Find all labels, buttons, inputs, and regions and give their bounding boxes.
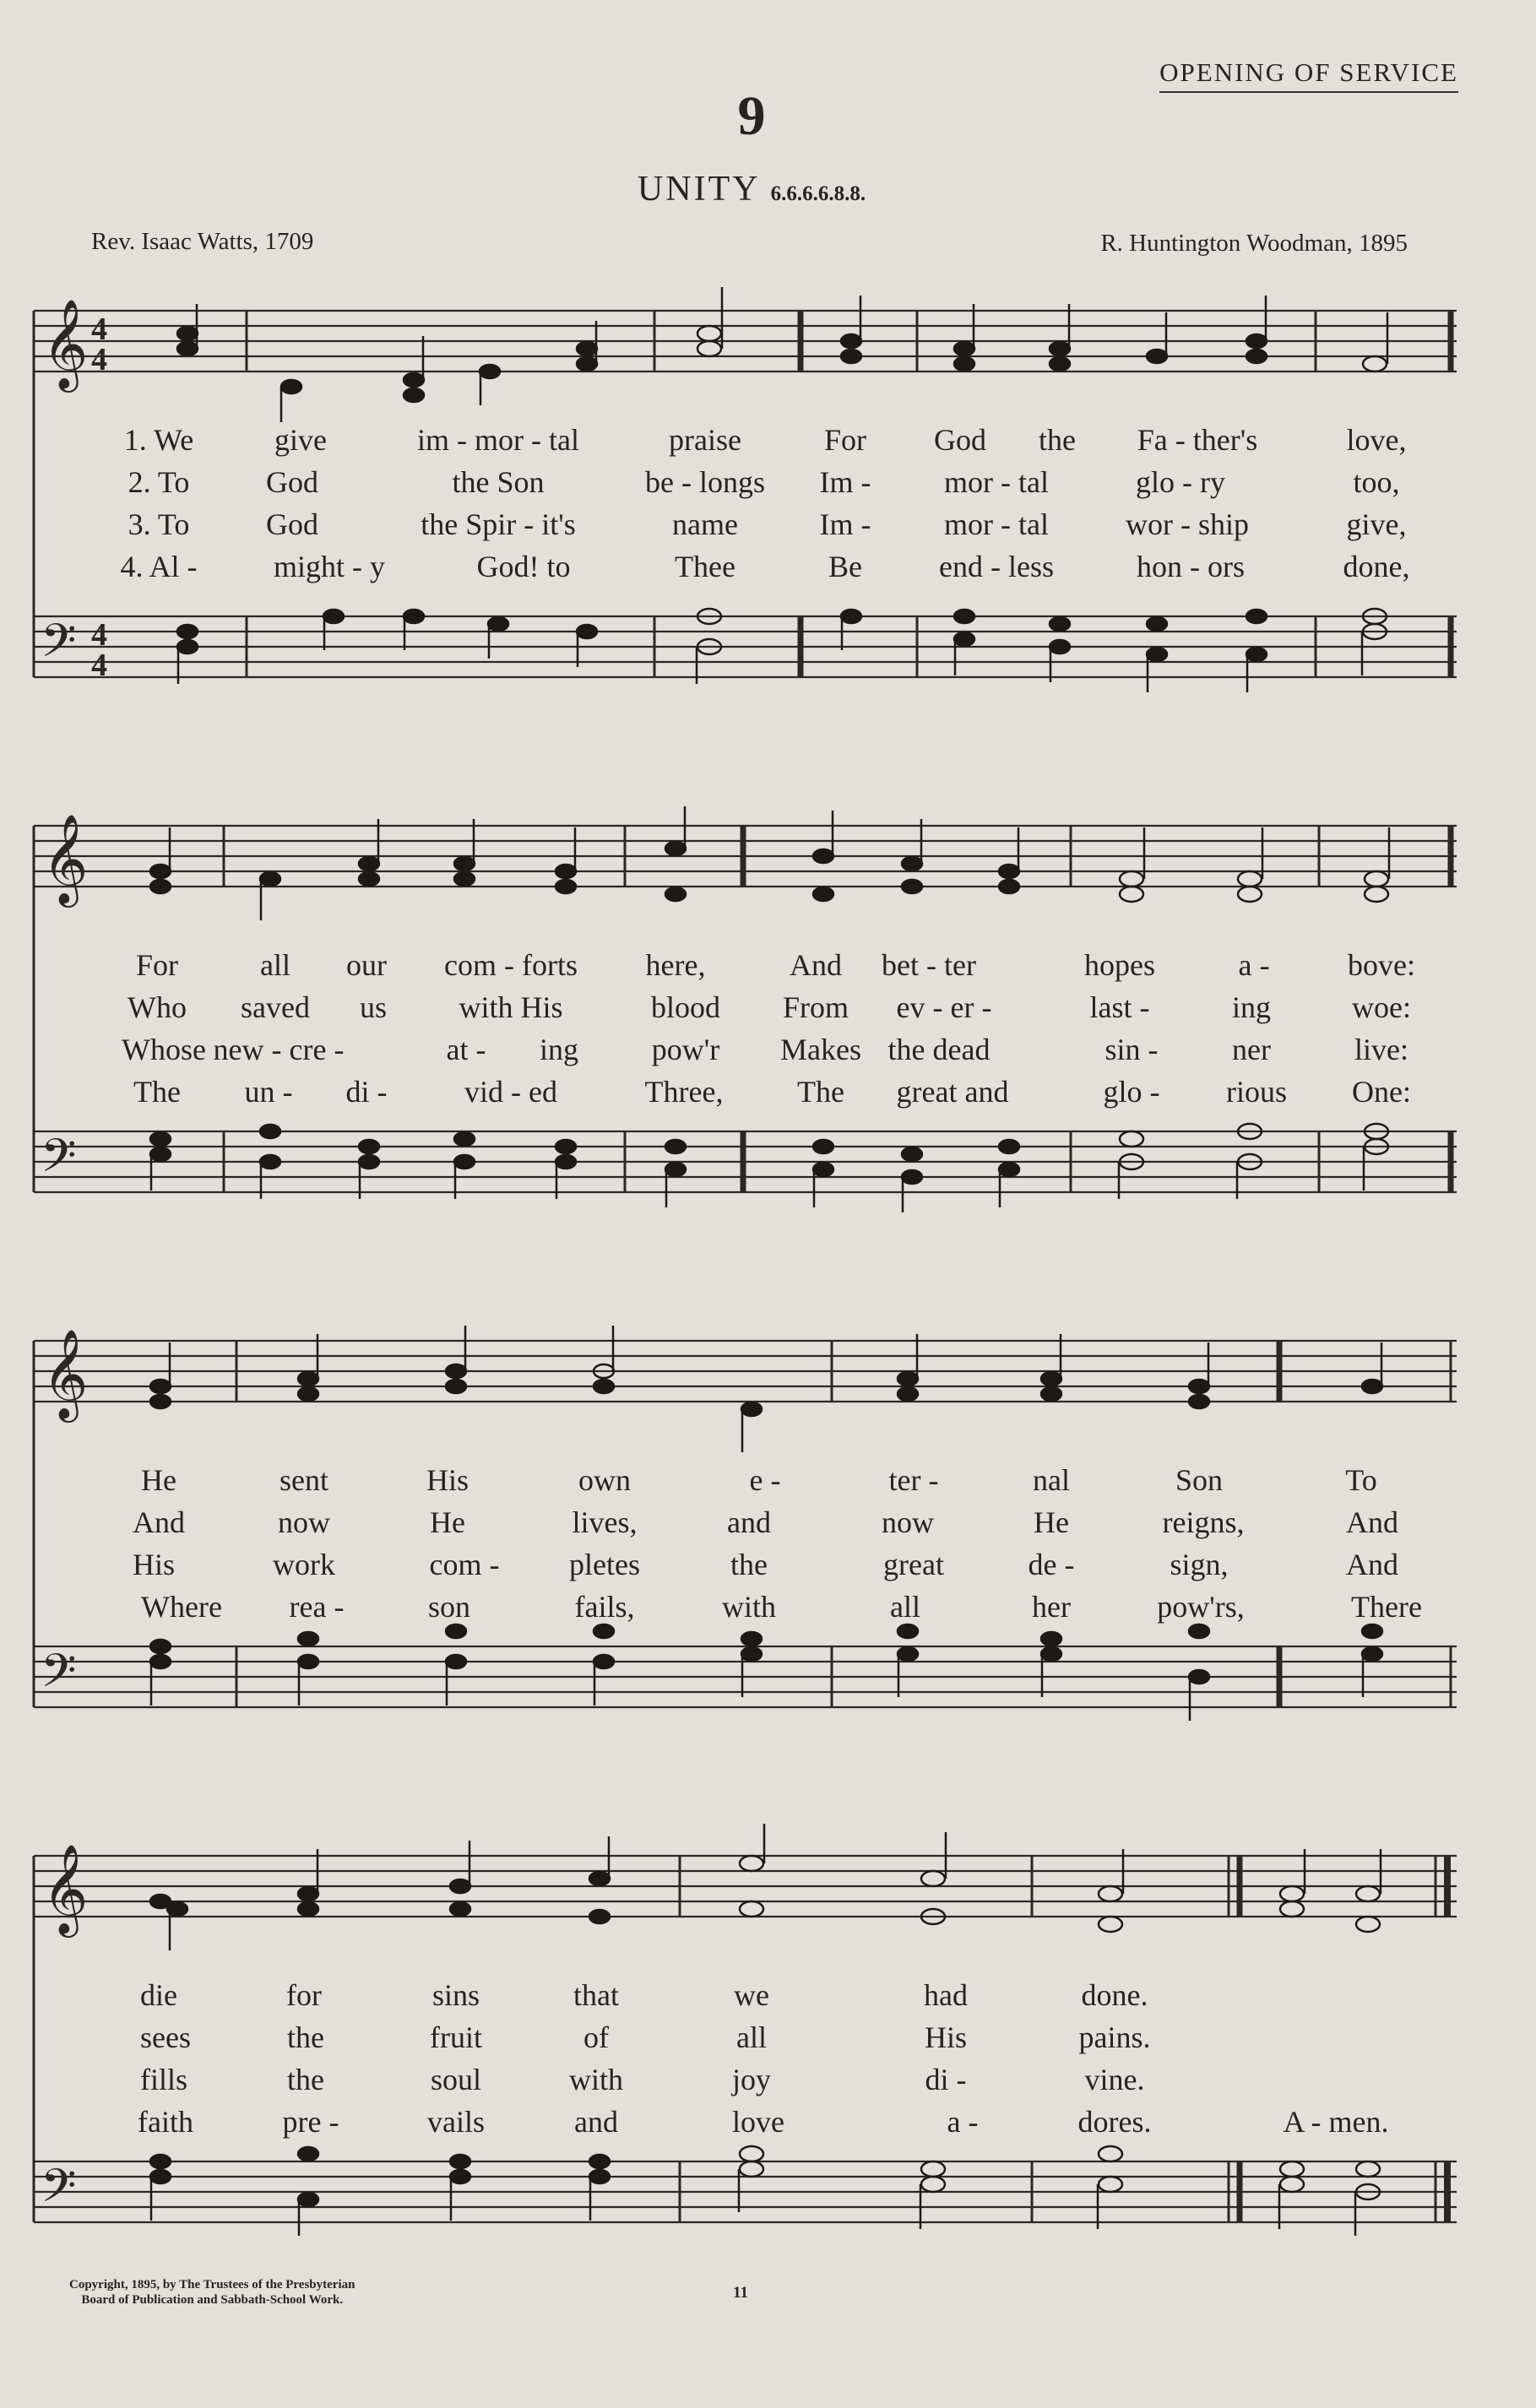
lyric-syllable: Whose: [122, 1033, 206, 1066]
lyric-syllable: From: [782, 990, 849, 1024]
lyric-syllable: done,: [1343, 550, 1410, 583]
lyric-syllable: The: [133, 1075, 181, 1109]
lyric-syllable: The: [797, 1075, 844, 1109]
time-signature-treble: [91, 312, 107, 377]
treble-clef-icon: 𝄞: [42, 298, 89, 388]
lyric-syllable: our: [346, 948, 387, 982]
lyric-syllable: 1. We: [123, 423, 194, 457]
lyric-syllable: a -: [947, 2105, 979, 2139]
lyric-syllable: be - longs: [645, 465, 765, 499]
music-system-1: [0, 279, 1536, 701]
lyric-syllable: now: [278, 1505, 330, 1539]
lyric-syllable: hopes: [1084, 948, 1155, 982]
lyric-syllable: There: [1351, 1590, 1422, 1624]
bass-clef-icon: 𝄢: [41, 1644, 77, 1709]
bass-clef-icon: 𝄢: [41, 2159, 77, 2224]
lyric-syllable: give,: [1346, 507, 1407, 541]
lyric-syllable: too,: [1353, 465, 1400, 499]
lyric-syllable: of: [583, 2020, 609, 2054]
lyric-syllable: the dead: [887, 1033, 991, 1066]
lyric-syllable: all: [890, 1590, 920, 1624]
lyric-syllable: di -: [345, 1075, 388, 1109]
lyric-syllable: Be: [828, 550, 862, 583]
lyric-syllable: live:: [1354, 1033, 1408, 1066]
lyric-syllable: Thee: [675, 550, 735, 583]
lyric-syllable: sins: [431, 1978, 480, 2012]
time-signature-top: 4: [91, 312, 107, 347]
lyric-syllable: pletes: [569, 1548, 640, 1581]
lyric-syllable: with: [721, 1590, 777, 1624]
lyric-syllable: with: [568, 2063, 624, 2096]
page-number: 11: [733, 2284, 748, 2302]
lyric-syllable: sign,: [1170, 1548, 1229, 1581]
lyric-syllable: vine.: [1084, 2063, 1145, 2096]
lyric-syllable: For: [823, 423, 867, 457]
lyric-syllable: di -: [925, 2063, 967, 2096]
lyric-syllable: hon - ors: [1137, 550, 1245, 583]
lyric-syllable: glo - ry: [1136, 465, 1225, 499]
lyric-syllable: And: [133, 1505, 185, 1539]
lyric-syllable: fails,: [574, 1590, 635, 1624]
lyric-syllable: ter -: [888, 1463, 939, 1497]
lyric-syllable: a -: [1238, 948, 1270, 982]
copyright-line: Copyright, 1895, by The Trustees of the Presbyterian: [69, 2278, 356, 2291]
lyric-syllable: great and: [896, 1075, 1009, 1109]
music-system-2: [0, 794, 1536, 1216]
lyric-syllable: saved: [241, 990, 310, 1024]
lyric-syllable: reigns,: [1162, 1505, 1245, 1539]
lyric-syllable: sees: [140, 2020, 191, 2054]
lyric-syllable: pains.: [1078, 2020, 1151, 2054]
lyric-syllable: work: [273, 1548, 335, 1581]
lyric-syllable: Im -: [819, 507, 871, 541]
lyric-syllable: God: [266, 465, 318, 499]
lyric-syllable: e -: [749, 1463, 781, 1497]
lyric-syllable: To: [1345, 1463, 1377, 1497]
lyric-syllable: the: [1039, 423, 1076, 457]
treble-clef-icon: 𝄞: [42, 1843, 89, 1933]
tune-meter: 6.6.6.6.8.8.: [770, 182, 866, 205]
lyric-syllable: had: [924, 1978, 968, 2012]
lyric-syllable: pow'r: [651, 1033, 720, 1066]
lyric-syllable: God! to: [476, 550, 571, 583]
lyric-syllable: and: [574, 2105, 618, 2139]
lyric-syllable: ing: [1231, 990, 1272, 1024]
lyric-syllable: im - mor - tal: [417, 423, 579, 457]
lyric-syllable: Fa - ther's: [1137, 423, 1258, 457]
lyric-syllable: rea -: [289, 1590, 345, 1624]
lyric-syllable: com - forts: [444, 948, 578, 982]
lyric-syllable: sent: [280, 1463, 328, 1497]
lyric-syllable: nal: [1033, 1463, 1070, 1497]
lyric-syllable: fruit: [430, 2020, 482, 2054]
lyric-syllable: now: [882, 1505, 934, 1539]
lyric-syllable: glo -: [1103, 1075, 1160, 1109]
lyric-syllable: mor - tal: [944, 507, 1049, 541]
lyric-syllable: God: [266, 507, 318, 541]
lyric-syllable: His: [132, 1548, 176, 1581]
tune-line: [0, 169, 1503, 209]
lyric-syllable: for: [286, 1978, 322, 2012]
lyric-syllable: pre -: [282, 2105, 339, 2139]
lyric-syllable: Three,: [644, 1075, 724, 1109]
hymn-number: 9: [737, 85, 766, 147]
lyric-syllable: her: [1032, 1590, 1071, 1624]
lyric-syllable: For: [135, 948, 179, 982]
hymn-author: Rev. Isaac Watts, 1709: [91, 228, 314, 255]
lyric-syllable: A - men.: [1283, 2105, 1389, 2139]
lyric-syllable: bove:: [1348, 948, 1415, 982]
lyric-syllable: praise: [669, 423, 741, 457]
lyric-syllable: Son: [1175, 1463, 1224, 1497]
lyric-syllable: the Son: [452, 465, 545, 499]
lyric-syllable: here,: [645, 948, 706, 982]
lyric-syllable: that: [573, 1978, 619, 2012]
lyric-syllable: 3. To: [128, 507, 190, 541]
lyric-syllable: the: [287, 2020, 324, 2054]
lyric-syllable: last -: [1089, 990, 1150, 1024]
section-title: OPENING OF SERVICE: [1159, 57, 1458, 93]
lyric-syllable: He: [1034, 1505, 1069, 1539]
lyric-syllable: great: [883, 1548, 944, 1581]
bass-clef-icon: 𝄢: [41, 614, 77, 679]
lyric-syllable: Who: [128, 990, 187, 1024]
lyric-syllable: at -: [446, 1033, 486, 1066]
lyric-syllable: Where: [141, 1590, 222, 1624]
lyric-syllable: 2. To: [128, 465, 190, 499]
lyric-syllable: woe:: [1352, 990, 1411, 1024]
lyric-syllable: Makes: [780, 1033, 861, 1066]
lyric-syllable: He: [430, 1505, 465, 1539]
lyric-syllable: the Spir - it's: [421, 507, 576, 541]
lyric-syllable: sin -: [1105, 1033, 1159, 1066]
lyric-syllable: son: [427, 1590, 471, 1624]
lyric-syllable: name: [672, 507, 738, 541]
lyric-syllable: His: [426, 1463, 469, 1497]
lyric-syllable: mor - tal: [944, 465, 1049, 499]
lyric-syllable: joy: [731, 2063, 772, 2096]
lyric-syllable: the: [730, 1548, 768, 1581]
lyric-syllable: with His: [459, 990, 563, 1024]
lyric-syllable: give: [274, 423, 327, 457]
music-system-4: [0, 1824, 1536, 2246]
lyric-syllable: we: [734, 1978, 769, 2012]
lyric-syllable: blood: [650, 990, 721, 1024]
lyric-syllable: us: [359, 990, 388, 1024]
lyric-syllable: pow'rs,: [1157, 1590, 1245, 1624]
time-signature-bottom: 4: [91, 648, 107, 683]
lyric-syllable: lives,: [572, 1505, 638, 1539]
lyric-syllable: love,: [1346, 423, 1407, 457]
lyric-syllable: faith: [138, 2105, 193, 2139]
lyric-syllable: the: [287, 2063, 324, 2096]
copyright-line: Board of Publication and Sabbath-School Work.: [81, 2293, 344, 2307]
lyric-syllable: rious: [1226, 1075, 1287, 1109]
treble-clef-icon: 𝄞: [42, 1328, 89, 1418]
lyric-syllable: vid - ed: [464, 1075, 557, 1109]
lyric-syllable: die: [140, 1978, 177, 2012]
lyric-syllable: might - y: [274, 550, 385, 583]
lyric-syllable: ner: [1232, 1033, 1271, 1066]
lyric-syllable: done.: [1081, 1978, 1148, 2012]
lyric-syllable: vails: [427, 2105, 485, 2139]
lyric-syllable: all: [736, 2020, 767, 2054]
lyric-syllable: He: [141, 1463, 176, 1497]
lyric-syllable: new - cre -: [213, 1033, 345, 1066]
lyric-syllable: dores.: [1077, 2105, 1152, 2139]
lyric-syllable: One:: [1352, 1075, 1411, 1109]
lyric-syllable: ing: [539, 1033, 579, 1066]
lyric-syllable: And: [1346, 1505, 1398, 1539]
treble-clef-icon: 𝄞: [42, 813, 89, 903]
lyric-syllable: de -: [1028, 1548, 1075, 1581]
lyric-syllable: God: [934, 423, 986, 457]
lyric-syllable: end - less: [939, 550, 1054, 583]
lyric-syllable: and: [727, 1505, 771, 1539]
time-signature-top: 4: [91, 617, 107, 653]
lyric-syllable: 4. Al -: [120, 550, 198, 583]
copyright-notice: [69, 2277, 355, 2308]
lyric-syllable: wor - ship: [1126, 507, 1249, 541]
hymn-composer: R. Huntington Woodman, 1895: [1100, 230, 1408, 257]
tune-name: UNITY: [637, 170, 761, 209]
lyric-syllable: fills: [139, 2063, 188, 2096]
lyric-syllable: soul: [430, 2063, 482, 2096]
lyric-syllable: all: [260, 948, 290, 982]
lyric-syllable: His: [924, 2020, 968, 2054]
lyric-syllable: ev - er -: [896, 990, 992, 1024]
lyric-syllable: com -: [429, 1548, 500, 1581]
time-signature-bass: [91, 617, 107, 683]
lyric-syllable: own: [578, 1463, 631, 1497]
lyric-syllable: un -: [244, 1075, 293, 1109]
time-signature-bottom: 4: [91, 342, 107, 377]
lyric-syllable: love: [732, 2105, 784, 2139]
bass-clef-icon: 𝄢: [41, 1129, 77, 1194]
lyric-syllable: bet - ter: [882, 948, 976, 982]
lyric-syllable: Im -: [819, 465, 871, 499]
lyric-syllable: And: [790, 948, 842, 982]
lyric-syllable: And: [1346, 1548, 1398, 1581]
